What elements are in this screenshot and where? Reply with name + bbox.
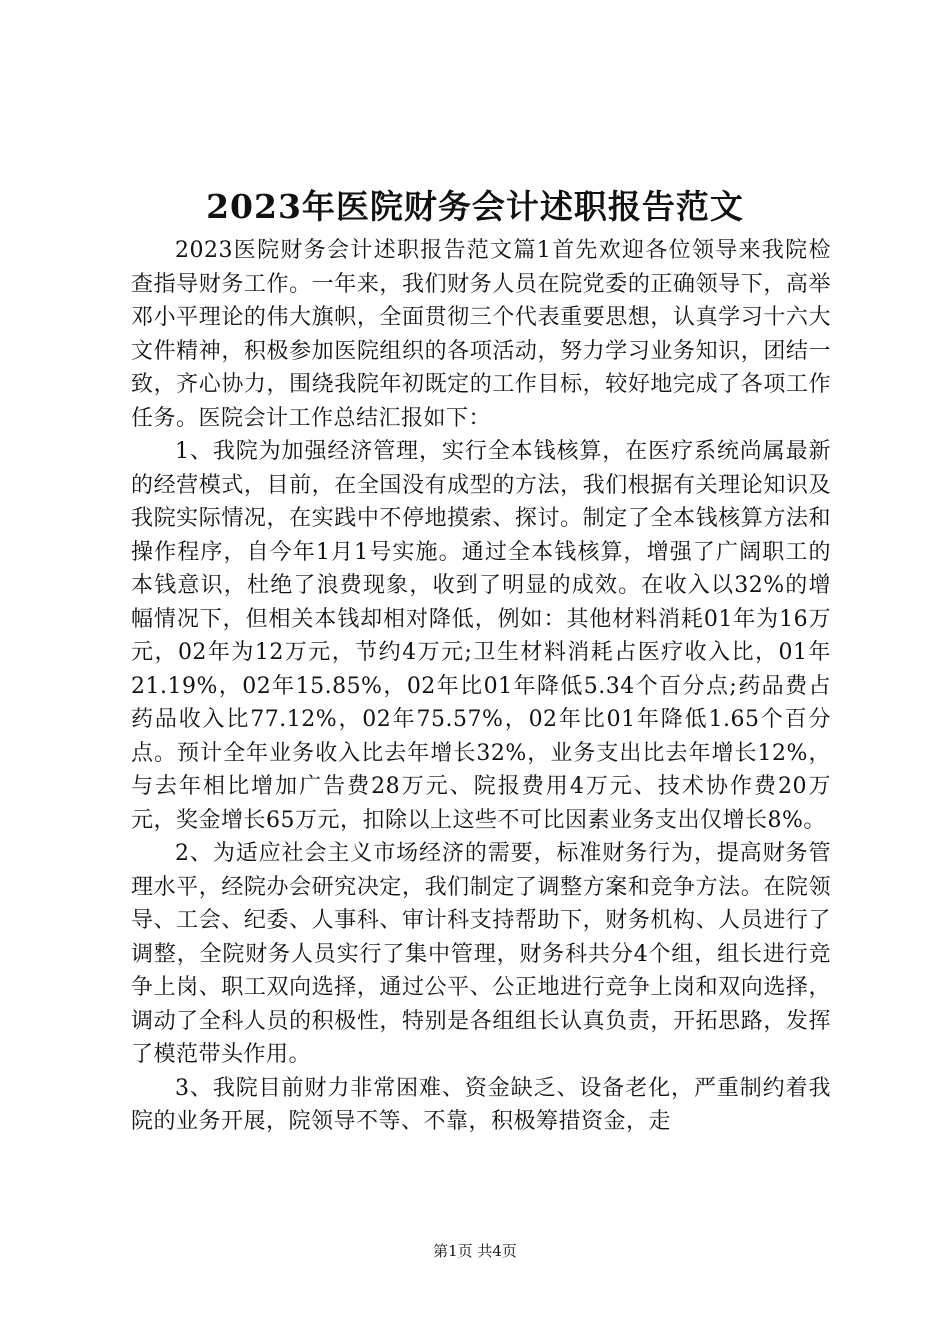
page-footer: 第1页 共4页	[433, 1242, 517, 1260]
paragraph-item-3: 3、我院目前财力非常困难、资金缺乏、设备老化，严重制约着我院的业务开展，院领导不等、不靠，积极筹措资金，走	[131, 1075, 831, 1134]
paragraph-intro: 2023医院财务会计述职报告范文篇1首先欢迎各位领导来我院检查指导财务工作。一年来，我们财务人员在院党委的正确领导下，高举邓小平理论的伟大旗帜，全面贯彻三个代表重要思想，认真学习十六大文件精神，积极参加医院组织的各项活动，努力学习业务知识，团结一致，齐心协力，围绕我院年初既定的工作目标，较好地完成了各项工作任务。医院会计工作总结汇报如下：	[131, 238, 831, 431]
paragraph-item-1: 1、我院为加强经济管理，实行全本钱核算，在医疗系统尚属最新的经营模式，目前，在全国没有成型的方法，我们根据有关理论知识及我院实际情况，在实践中不停地摸索、探讨。制定了全本钱核算方法和操作程序，自今年1月1号实施。通过全本钱核算，增强了广阔职工的本钱意识，杜绝了浪费现象，收到了明显的成效。在收入以32%的增幅情况下，但相关本钱却相对降低，例如：其他材料消耗01年为16万元，02年为12万元，节约4万元;卫生材料消耗占医疗收入比，01年21.19%，02年15.85%，02年比01年降低5.34个百分点;药品费占药品收入比77.12%，02年75.57%，02年比01年降低1.65个百分点。预计全年业务收入比去年增长32%，业务支出比去年增长12%，与去年相比增加广告费28万元、院报费用4万元、技术协作费20万元，奖金增长65万元，扣除以上这些不可比因素业务支出仅增长8%。	[131, 439, 831, 833]
paragraph-item-2: 2、为适应社会主义市场经济的需要，标准财务行为，提高财务管理水平，经院办会研究决定，我们制定了调整方案和竞争方法。在院领导、工会、纪委、人事科、审计科支持帮助下，财务机构、人员进行了调整，全院财务人员实行了集中管理，财务科共分4个组，组长进行竞争上岗、职工双向选择，通过公平、公正地进行竞争上岗和双向选择，调动了全科人员的积极性，特别是各组组长认真负责，开拓思路，发挥了模范带头作用。	[131, 841, 831, 1067]
document-body	[131, 234, 831, 1139]
document-title: 2023年医院财务会计述职报告范文	[206, 187, 744, 226]
